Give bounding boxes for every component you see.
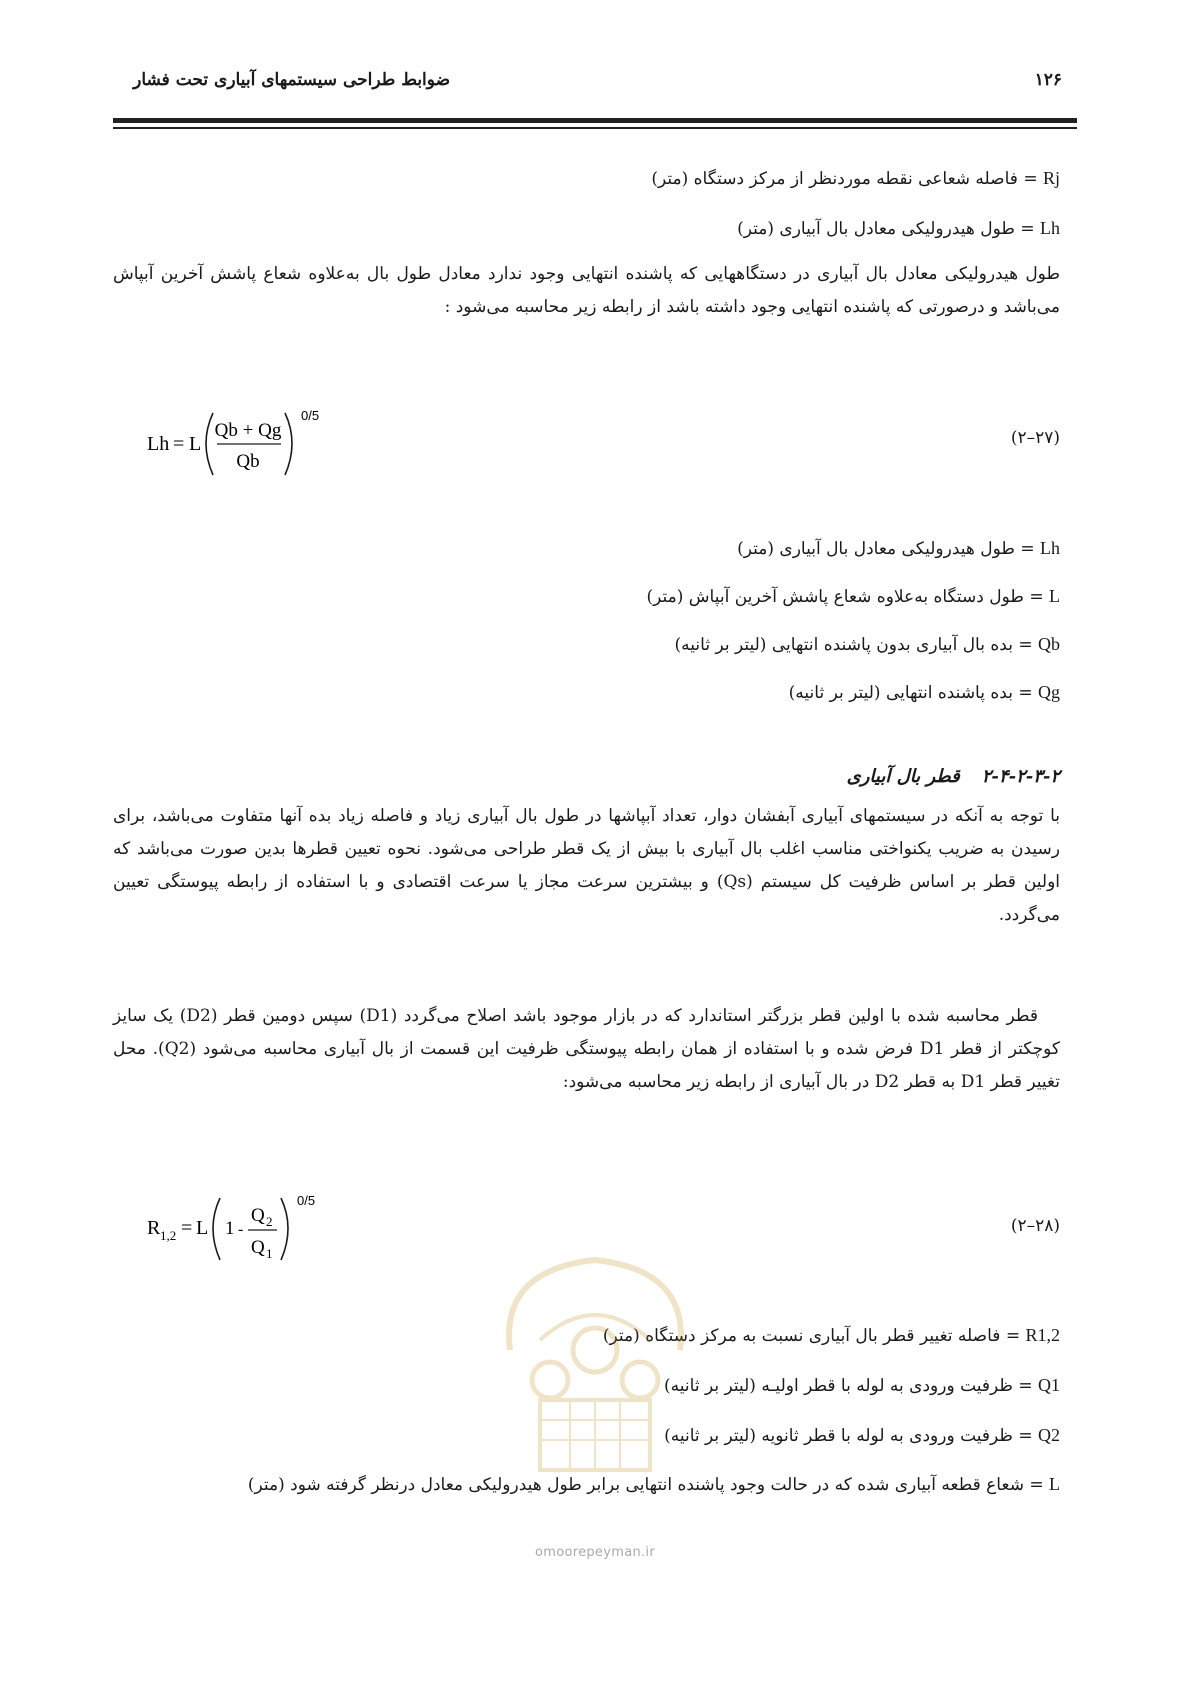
watermark-site: omoorepeyman.ir <box>535 1545 655 1560</box>
eq27-lhs: Lh <box>147 433 170 455</box>
eq28-equals: = <box>181 1217 193 1239</box>
eq27-exponent: 0/5 <box>301 408 320 423</box>
eq27-equals: = <box>173 433 185 455</box>
definition-lh-2: Lh = طول هیدرولیکی معادل بال آبیاری (متر) <box>737 538 1060 559</box>
definition-rj: Rj = فاصله شعاعی نقطه موردنظر از مرکز دستگاه (متر) <box>651 168 1060 189</box>
definition-lh: Lh = طول هیدرولیکی معادل بال آبیاری (متر) <box>737 218 1060 239</box>
equation-28-svg <box>145 1190 375 1270</box>
definition-symbol: L <box>1049 586 1060 606</box>
left-paren <box>213 1198 220 1260</box>
equation-27 <box>145 405 375 485</box>
eq28-denominator-sub: 1 <box>266 1246 273 1261</box>
definition-text: طول هیدرولیکی معادل بال آبیاری (متر) <box>737 539 1015 559</box>
eq28-one: 1 <box>225 1218 235 1239</box>
running-header-title: ضوابط طراحی سیستمهای آبیاری تحت فشار <box>133 70 450 90</box>
right-paren <box>281 1198 288 1260</box>
definition-symbol: L <box>1049 1474 1060 1494</box>
equation-27-svg <box>145 405 375 485</box>
equation-28-number: (۲۸–۲) <box>1010 1216 1060 1236</box>
definition-symbol: Q2 <box>1038 1425 1060 1445</box>
definition-symbol: R1,2 <box>1025 1325 1060 1345</box>
definition-qb: Qb = بده بال آبیاری بدون پاشنده انتهایی (لیتر بر ثانیه) <box>674 634 1060 655</box>
definition-symbol: Rj <box>1042 168 1060 188</box>
section-number: ۲-۴-۲-۳-۲ <box>981 766 1060 787</box>
eq28-lhs: R <box>147 1217 161 1239</box>
header-rule-thin <box>113 127 1077 129</box>
definition-text: بده بال آبیاری بدون پاشنده انتهایی (لیتر بر ثانیه) <box>674 635 1013 655</box>
definition-symbol: Qg <box>1038 682 1060 702</box>
eq27-factor: L <box>189 433 202 455</box>
section-heading <box>847 766 1060 787</box>
definition-qg: Qg = بده پاشنده انتهایی (لیتر بر ثانیه) <box>788 682 1060 703</box>
definition-q1: Q1 = ظرفیت ورودی به لوله با قطر اولیـه (لیتر بر ثانیه) <box>664 1375 1060 1396</box>
definition-symbol: Lh <box>1040 538 1060 558</box>
section-title: قطر بال آبیاری <box>846 766 960 787</box>
eq28-numerator-sub: 2 <box>266 1214 273 1229</box>
definition-text: ظرفیت ورودی به لوله با قطر ثانویه (لیتر بر ثانیه) <box>664 1426 1013 1446</box>
eq27-denominator: Qb <box>236 451 260 472</box>
definition-text: طول دستگاه به‌علاوه شعاع پاشش آخرین آبپاش (متر) <box>646 587 1024 607</box>
definition-text: ظرفیت ورودی به لوله با قطر اولیـه (لیتر بر ثانیه) <box>664 1376 1013 1396</box>
definition-symbol: Q1 <box>1038 1375 1060 1395</box>
right-paren <box>285 413 292 475</box>
header-rule-thick <box>113 118 1077 123</box>
publisher-seal-icon <box>480 1230 710 1490</box>
definition-text: فاصله تغییر قطر بال آبیاری نسبت به مرکز دستگاه (متر) <box>602 1326 1001 1346</box>
definition-text: فاصله شعاعی نقطه موردنظر از مرکز دستگاه (متر) <box>651 169 1018 189</box>
equation-28 <box>145 1190 375 1270</box>
eq27-numerator: Qb + Qg <box>214 420 282 441</box>
eq28-denominator: Q <box>251 1237 265 1258</box>
eq28-factor: L <box>196 1217 209 1239</box>
definition-symbol: Qb <box>1038 634 1060 654</box>
definition-q2: Q2 = ظرفیت ورودی به لوله با قطر ثانویه (لیتر بر ثانیه) <box>664 1425 1060 1446</box>
definition-r12: R1,2 = فاصله تغییر قطر بال آبیاری نسبت به مرکز دستگاه (متر) <box>602 1325 1060 1346</box>
definition-text: بده پاشنده انتهایی (لیتر بر ثانیه) <box>788 683 1013 703</box>
left-paren <box>206 413 213 475</box>
page-number: ۱۲۶ <box>1034 70 1062 90</box>
eq28-exponent: 0/5 <box>297 1193 316 1208</box>
definition-text: شعاع قطعه آبیاری شده که در حالت وجود پاشنده انتهایی برابر طول هیدرولیکی معادل درنظر گرفته شود (متر) <box>247 1475 1024 1495</box>
paragraph-hydraulic-length: طول هیدرولیکی معادل بال آبیاری در دستگاههایی که پاشنده انتهایی وجود ندارد معادل طول بال به‌علاوه شعاع پاشش آخرین آبپاش می‌باشد و درصورتی که پاشنده انتهایی وجود داشته باشد از رابطه زیر محاسبه می‌شود : <box>113 264 1060 317</box>
definition-text: طول هیدرولیکی معادل بال آبیاری (متر) <box>737 219 1015 239</box>
paragraph-lateral-diameter: با توجه به آنکه در سیستمهای آبیاری آبفشان دوار، تعداد آبپاشها در طول بال آبیاری زیاد و فاصله زیاد بده آنها متفاوت می‌باشد، برای رسیدن به ضریب یکنواختی مناسب اغلب بال آبیاری با بیش از یک قطر طراحی می‌شود. نحوه تعیین قطرها بدین صورت می‌باشد که اولین قطر بر اساس ظرفیت کل سیستم (Qs) و بیشترین سرعت مجاز یا سرعت اقتصادی و با استفاده از رابطه پیوستگی تعیین می‌گردد. <box>113 806 1060 925</box>
eq28-lhs-sub: 1,2 <box>160 1228 177 1243</box>
eq28-numerator: Q <box>251 1205 265 1226</box>
paragraph-diameter-change: قطر محاسبه شده با اولین قطر بزرگتر استاندارد که در بازار موجود باشد اصلاح می‌گردد (D1) سپس دومین قطر (D2) یک سایز کوچکتر از قطر D1 فرض شده و با استفاده از همان رابطه پیوستگی ظرفیت این قسمت از بال آبیاری محاسبه می‌شود (Q2). محل تغییر قطر D1 به قطر D2 در بال آبیاری از رابطه زیر محاسبه می‌شود: <box>113 1006 1060 1092</box>
definition-l-radius: L = شعاع قطعه آبیاری شده که در حالت وجود پاشنده انتهایی برابر طول هیدرولیکی معادل درنظر گرفته شود (متر) <box>247 1474 1060 1495</box>
definition-symbol: Lh <box>1040 218 1060 238</box>
eq28-minus: - <box>238 1221 244 1238</box>
equation-27-number: (۲۷–۲) <box>1010 428 1060 448</box>
definition-l: L = طول دستگاه به‌علاوه شعاع پاشش آخرین آبپاش (متر) <box>646 586 1060 607</box>
